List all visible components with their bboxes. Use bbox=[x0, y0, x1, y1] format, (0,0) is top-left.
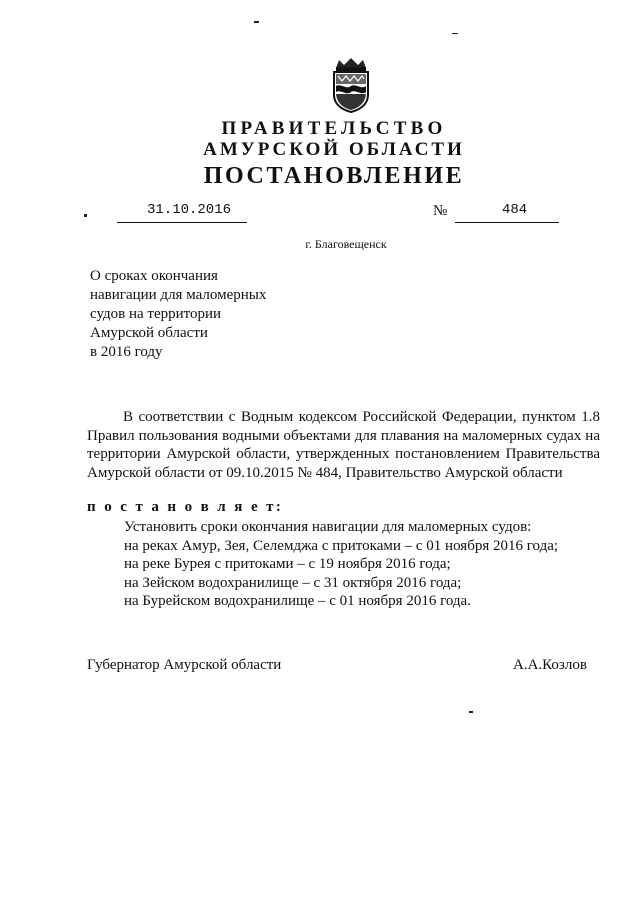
document-date: 31.10.2016 bbox=[147, 202, 232, 218]
decree-line: на Бурейском водохранилище – с 01 ноября 2016 года. bbox=[124, 593, 471, 609]
decree-line: на реке Бурея с притоками – с 19 ноября 2016 года; bbox=[124, 556, 451, 572]
decree-word: п о с т а н о в л я е т: bbox=[87, 499, 284, 515]
subject-line: судов на территории bbox=[90, 306, 222, 322]
scan-speck bbox=[84, 214, 87, 217]
scan-speck bbox=[469, 711, 473, 713]
scan-speck bbox=[452, 33, 458, 34]
subject-line: навигации для маломерных bbox=[90, 287, 267, 303]
decree-line: на Зейском водохранилище – с 31 октября 2016 года; bbox=[124, 574, 462, 591]
signatory-title: Губернатор Амурской области bbox=[87, 657, 282, 673]
document-type-heading: ПОСТАНОВЛЕНИЕ bbox=[203, 163, 465, 189]
subject-line: Амурской области bbox=[90, 325, 208, 341]
document-subject bbox=[90, 267, 266, 362]
document-number: 484 bbox=[502, 202, 528, 218]
coat-of-arms-icon bbox=[326, 57, 376, 113]
signatory-name: А.А.Козлов bbox=[513, 657, 587, 673]
region-title: АМУРСКОЙ ОБЛАСТИ bbox=[203, 139, 465, 160]
number-label: № bbox=[433, 203, 448, 219]
government-title: ПРАВИТЕЛЬСТВО bbox=[221, 118, 447, 139]
decree-line: Установить сроки окончания навигации для маломерных судов: bbox=[124, 519, 532, 535]
scan-speck bbox=[254, 21, 259, 23]
subject-line: О сроках окончания bbox=[90, 268, 218, 284]
city-line: г. Благовещенск bbox=[305, 237, 387, 251]
subject-line: в 2016 году bbox=[90, 344, 163, 360]
decree-line: на реках Амур, Зея, Селемджа с притоками – с 01 ноября 2016 года; bbox=[124, 537, 559, 554]
number-field bbox=[455, 202, 559, 223]
date-field bbox=[117, 202, 247, 223]
preamble-paragraph: В соответствии с Водным кодексом Российской Федерации, пунктом 1.8 Правил пользования водными объектами для плавания на маломерных судах на территории Амурской области, утвержденных постановлением Правительства Амурской области от 09.10.2015 № 484, Правительство Амурской области bbox=[87, 409, 600, 481]
decree-list bbox=[124, 518, 558, 611]
